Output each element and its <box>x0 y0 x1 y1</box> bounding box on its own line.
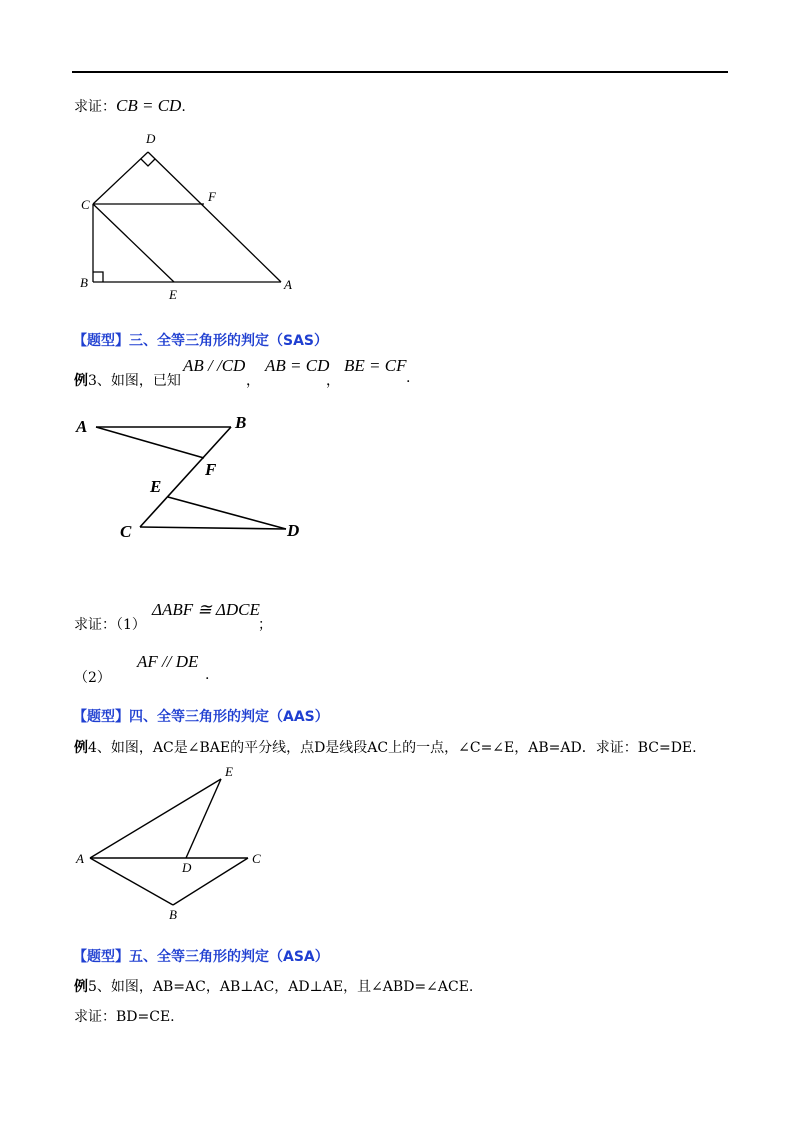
prove-3-part-2: AF // DE <box>137 652 199 671</box>
example-3-cond-2: AB = CD <box>265 356 330 375</box>
example-3-end: . <box>406 370 411 386</box>
fig3-label-A: A <box>76 417 88 436</box>
example-3-text: 3、如图，已知 <box>88 373 181 389</box>
fig1-label-B: B <box>80 275 88 290</box>
fig1-label-A: A <box>284 277 292 292</box>
prove-3-prefix-2: （2） <box>74 670 111 686</box>
fig3-label-D: D <box>287 521 300 540</box>
example-4-prefix: 例 <box>74 740 88 756</box>
prove-5: 求证：BD=CE. <box>74 1009 175 1025</box>
example-3-sep-2: ， <box>326 373 340 389</box>
fig3-label-E: E <box>150 477 162 496</box>
fig4-label-A: A <box>76 851 84 866</box>
example-3-cond-3: BE = CF <box>344 356 407 375</box>
example-3-cond-1: AB / /CD <box>183 356 246 375</box>
example-3-prefix: 例 <box>74 373 88 389</box>
section-4-title: 【题型】四、全等三角形的判定（AAS） <box>73 709 329 725</box>
fig3-label-F: F <box>205 460 217 479</box>
fig1-label-F: F <box>208 189 216 204</box>
example-4-text: 4、如图，AC是∠BAE的平分线，点D是线段AC上的一点，∠C=∠E，AB=AD．求证：BC=DE. <box>88 740 697 756</box>
example-5-prefix: 例 <box>74 979 88 995</box>
fig3-label-B: B <box>235 413 247 432</box>
fig4-label-D: D <box>182 860 192 875</box>
example-3-sep-1: ， <box>246 373 260 389</box>
fig4-label-E: E <box>225 764 233 779</box>
fig1-label-E: E <box>169 287 177 302</box>
section-3-title: 【题型】三、全等三角形的判定（SAS） <box>73 333 328 349</box>
prove-statement: CB = CD <box>116 96 182 115</box>
prove-3-end: . <box>205 667 210 683</box>
prove-3-sep: ； <box>258 617 272 633</box>
fig4-label-C: C <box>252 851 261 866</box>
example-5 <box>74 976 473 996</box>
section-5-title: 【题型】五、全等三角形的判定（ASA） <box>73 949 329 965</box>
prove-end: . <box>181 99 186 115</box>
fig1-label-C: C <box>81 197 90 212</box>
prove-prefix: 求证： <box>74 99 116 115</box>
fig1-label-D: D <box>146 131 156 146</box>
prove-3-prefix: 求证：（1） <box>74 617 146 633</box>
fig3-label-C: C <box>120 522 132 541</box>
prove-3-part-1: ΔABF ≅ ΔDCE <box>152 600 260 619</box>
fig4-label-B: B <box>169 907 177 922</box>
example-5-text: 5、如图，AB=AC，AB⊥AC，AD⊥AE，且∠ABD=∠ACE. <box>88 979 474 995</box>
